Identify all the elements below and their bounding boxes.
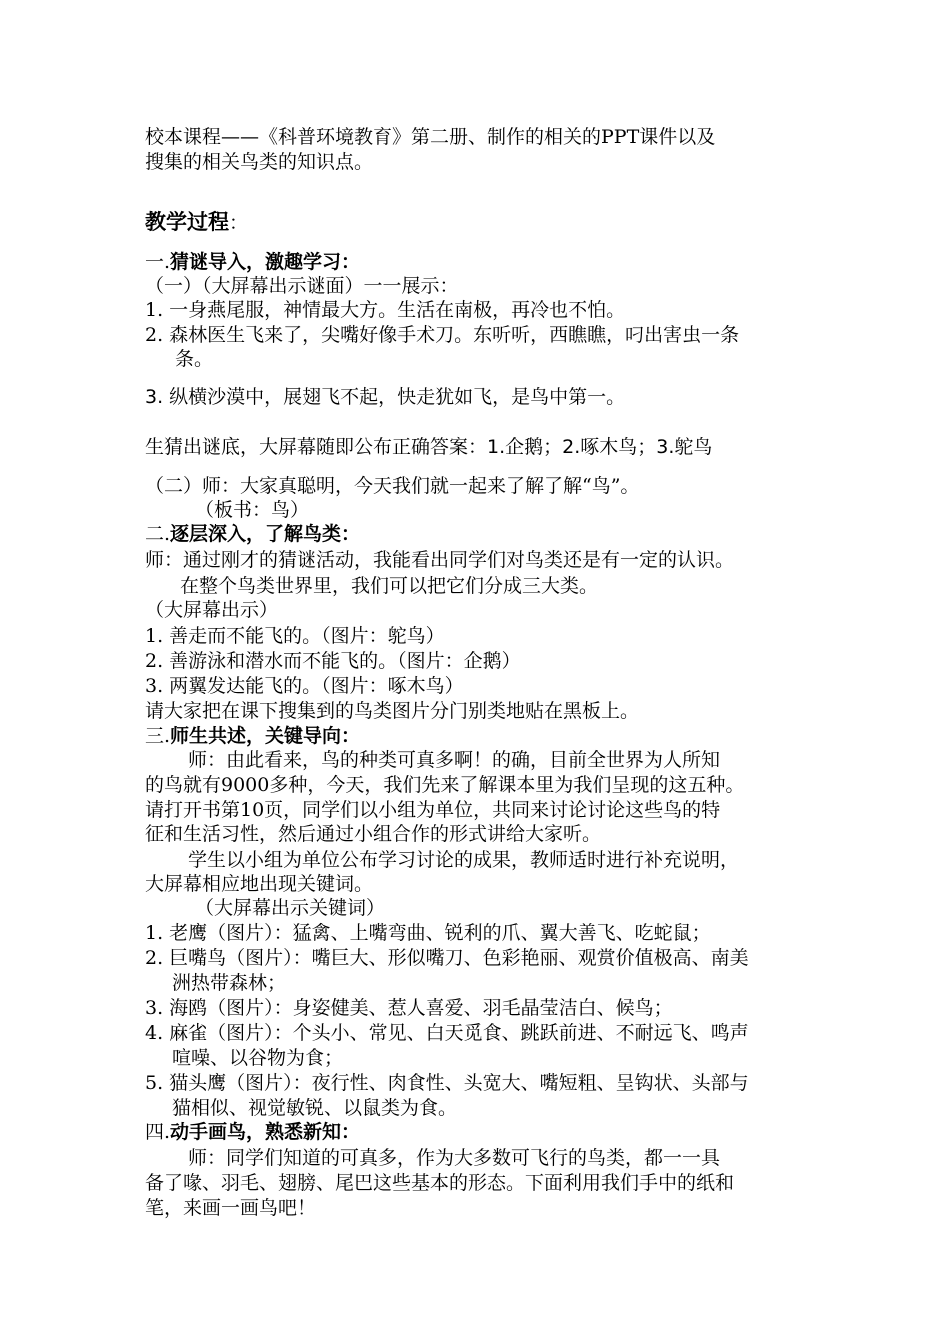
section-4-number: 四. — [145, 1121, 171, 1143]
keyword-item-2-cont: 洲热带森林； — [172, 972, 287, 994]
section-1-title — [145, 250, 360, 274]
section-2-heading: 逐层深入，了解鸟类： — [170, 523, 361, 545]
intro-line-2: 搜集的相关鸟类的知识点。 — [145, 151, 374, 173]
riddle-2: 2. 森林医生飞来了，尖嘴好像手术刀。东听听，西瞧瞧，叼出害虫一条 — [145, 324, 740, 346]
intro-line-1: 校本课程——《科普环境教育》第二册、制作的相关的PPT课件以及 — [145, 126, 716, 148]
section-4-paragraph-line-3: 笔，来画一画鸟吧！ — [145, 1197, 317, 1219]
section-1-number: 一. — [145, 251, 171, 273]
keyword-item-4-cont: 喧噪、以谷物为食； — [172, 1047, 344, 1069]
riddle-1: 1. 一身燕尾服，神情最大方。生活在南极，再冷也不怕。 — [145, 299, 626, 321]
section-2-paragraph-2: 请大家把在课下搜集到的鸟类图片分门别类地贴在黑板上。 — [145, 700, 640, 722]
heading-colon: ： — [229, 212, 249, 234]
keyword-item-4: 4. 麻雀（图片）：个头小、常见、白天觅食、跳跃前进、不耐远飞、鸣声 — [145, 1022, 749, 1044]
section-3-paragraph-line-4: 征和生活习性，然后通过小组合作的形式讲给大家听。 — [145, 823, 602, 845]
riddle-2-cont: 条。 — [175, 348, 214, 370]
section-3-paragraph-line-2: 的鸟就有9000多种，今天，我们先来了解课本里为我们呈现的这五种。 — [145, 774, 745, 796]
riddle-3: 3. 纵横沙漠中，展翅飞不起，快走犹如飞，是鸟中第一。 — [145, 386, 626, 408]
section-3-paragraph-line-6: 大屏幕相应地出现关键词。 — [145, 873, 374, 895]
keyword-item-3: 3. 海鸥（图片）：身姿健美、惹人喜爱、羽毛晶莹洁白、候鸟； — [145, 997, 673, 1019]
bird-category-2: 2. 善游泳和潜水而不能飞的。（图片：企鹅） — [145, 650, 521, 672]
section-2-paragraph-1-cont: 在整个鸟类世界里，我们可以把它们分成三大类。 — [180, 575, 599, 597]
bird-category-3: 3. 两翼发达能飞的。（图片：啄木鸟） — [145, 675, 464, 697]
section-4-heading: 动手画鸟，熟悉新知： — [170, 1121, 361, 1143]
section-3-paragraph-line-5: 学生以小组为单位公布学习讨论的成果，教师适时进行补充说明， — [188, 849, 740, 871]
section-2-title — [145, 522, 360, 546]
keyword-item-2: 2. 巨嘴鸟（图片）：嘴巨大、形似嘴刀、色彩艳丽、观赏价值极高、南美 — [145, 947, 749, 969]
section-3-number: 三. — [145, 725, 171, 747]
screen-display-note: （大屏幕出示） — [145, 599, 279, 621]
keyword-item-5: 5. 猫头鹰（图片）：夜行性、肉食性、头宽大、嘴短粗、呈钩状、头部与 — [145, 1072, 749, 1094]
section-3-paragraph-line-1: 师：由此看来，鸟的种类可真多啊！的确，目前全世界为人所知 — [188, 749, 721, 771]
keyword-item-1: 1. 老鹰（图片）：猛禽、上嘴弯曲、锐利的爪、翼大善飞、吃蛇鼠； — [145, 922, 711, 944]
riddle-intro: （一）（大屏幕出示谜面）一一展示： — [145, 275, 459, 297]
keyword-item-5-cont: 猫相似、视觉敏锐、以鼠类为食。 — [172, 1097, 458, 1119]
teacher-intro: （二）师：大家真聪明，今天我们就一起来了解了解“鸟”。 — [145, 475, 640, 497]
section-4-paragraph-line-1: 师：同学们知道的可真多，作为大多数可飞行的鸟类，都一一具 — [188, 1147, 721, 1169]
riddle-answers: 生猜出谜底，大屏幕随即公布正确答案：1.企鹅；2.啄木鸟；3.鸵鸟 — [145, 436, 713, 458]
section-3-paragraph-line-3: 请打开书第10页，同学们以小组为单位，共同来讨论讨论这些鸟的特 — [145, 799, 721, 821]
section-4-paragraph-line-2: 备了喙、羽毛、翅膀、尾巴这些基本的形态。下面利用我们手中的纸和 — [145, 1172, 735, 1194]
bird-category-1: 1. 善走而不能飞的。（图片：鸵鸟） — [145, 625, 445, 647]
section-4-title — [145, 1120, 360, 1144]
keyword-screen-note: （大屏幕出示关键词） — [195, 897, 386, 919]
section-2-paragraph-1: 师：通过刚才的猜谜活动，我能看出同学们对鸟类还是有一定的认识。 — [145, 549, 735, 571]
teaching-process-heading — [145, 210, 248, 235]
section-3-heading: 师生共述，关键导向： — [170, 725, 361, 747]
heading-text: 教学过程 — [145, 210, 229, 234]
section-3-title — [145, 724, 360, 748]
board-note: （板书：鸟） — [195, 499, 310, 521]
section-2-number: 二. — [145, 523, 171, 545]
section-1-heading: 猜谜导入，激趣学习： — [170, 251, 361, 273]
